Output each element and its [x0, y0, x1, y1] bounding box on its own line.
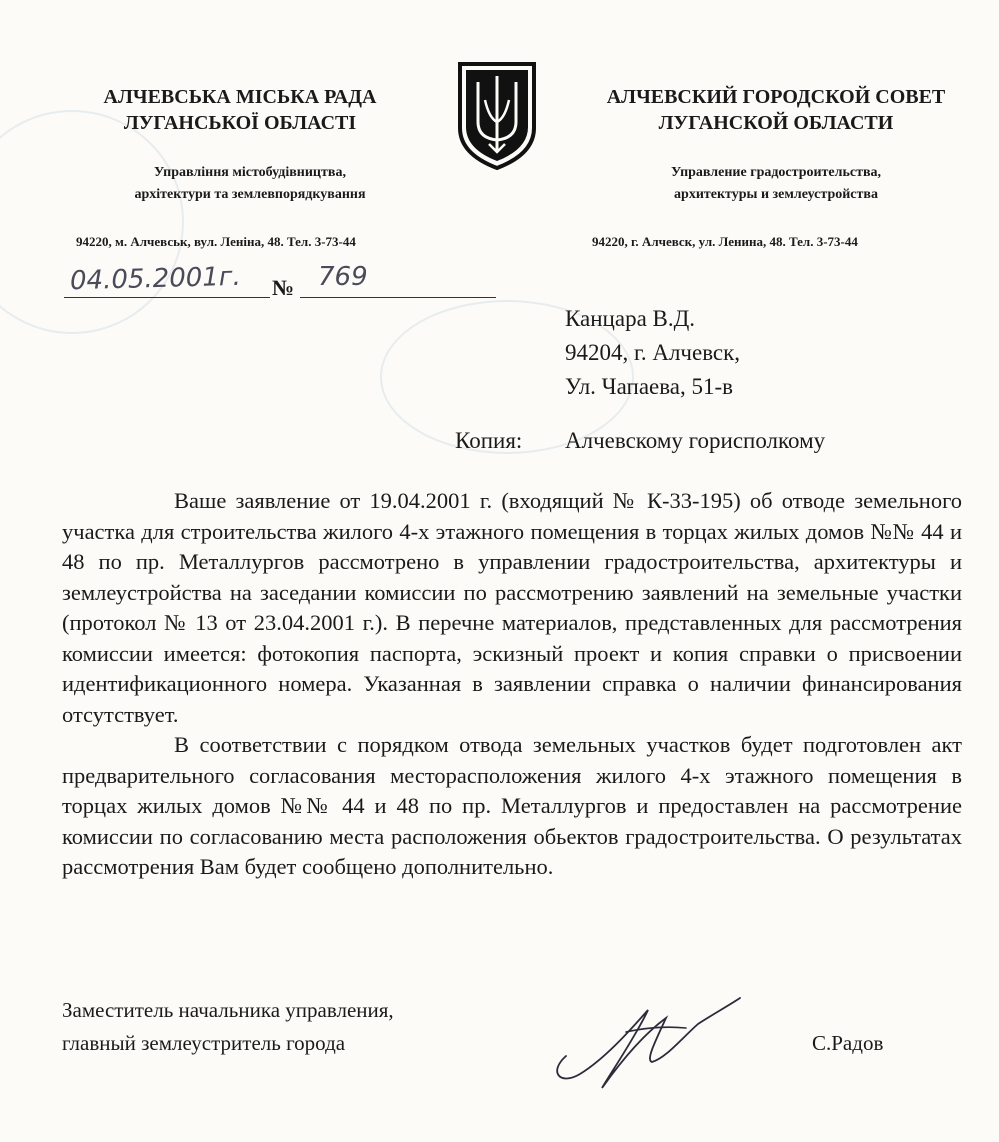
copy-recipient: Алчевскому горисполкому — [565, 428, 826, 453]
number-underline — [300, 297, 496, 298]
recipient-street: Ул. Чапаева, 51-в — [565, 374, 734, 399]
copy-label: Копия: — [455, 428, 523, 453]
recipient-name: Канцара В.Д. — [565, 306, 696, 331]
handwritten-signature — [540, 988, 760, 1098]
coat-of-arms-icon — [456, 60, 538, 172]
body-paragraph: Ваше заявление от 19.04.2001 г. (входящий № К-33-195) об отводе земельного участка для строительства жилого 4-х этажного помещения в торцах жилых домов №№ 44 и 48 по пр. Металлургов рассмотрено в управлении градостроительства, архитектуры и землеустройства на заседании комиссии по рассмотрению заявлений на земельные участки (протокол № 13 от 23.04.2001 г.). В перечне материалов, представленных для рассмотрения комиссии имеется: фотокопия паспорта, эскизный проект и копия справки о присвоении идентификационного номера. Указанная в заявлении справка о наличии финансирования отсутствует. — [62, 488, 962, 727]
department-russian: Управление градостроительства, архитектуры и землеустройства — [670, 165, 882, 202]
recipient-address — [565, 302, 740, 404]
address-russian: 94220, г. Алчевск, ул. Ленина, 48. Тел. 3-73-44 — [592, 234, 858, 249]
address-ukrainian: 94220, м. Алчевськ, вул. Леніна, 48. Тел. 3-73-44 — [76, 234, 356, 249]
recipient-city: 94204, г. Алчевск, — [565, 340, 741, 365]
outgoing-number: 769 — [318, 262, 368, 292]
department-ukrainian: Управління містобудівництва, архітектури та землевпорядкування — [134, 165, 366, 202]
org-name-russian: АЛЧЕВСКИЙ ГОРОДСКОЙ СОВЕТ ЛУГАНСКОЙ ОБЛАСТИ — [606, 86, 946, 134]
letter-body — [62, 486, 962, 883]
number-label: № — [272, 275, 295, 300]
org-name-ukrainian: АЛЧЕВСЬКА МІСЬКА РАДА ЛУГАНСЬКОЇ ОБЛАСТІ — [103, 86, 377, 134]
body-paragraph: В соответствии с порядком отвода земельных участков будет подготовлен акт предварительного согласования месторасположения жилого 4-х этажного помещения в торцах жилых домов №№ 44 и 48 по пр. Металлургов и предоставлен на рассмотрение комиссии по согласованию места расположения обьектов градостроительства. О результатах рассмотрения Вам будет сообщено дополнительно. — [62, 732, 962, 879]
stamp-watermark — [0, 110, 184, 334]
signatory-position: Заместитель начальника управления, главный землеустритель города — [62, 998, 394, 1055]
date-underline — [64, 297, 270, 298]
signatory-name: С.Радов — [812, 1031, 884, 1055]
outgoing-date: 04.05.2001г. — [69, 261, 242, 297]
